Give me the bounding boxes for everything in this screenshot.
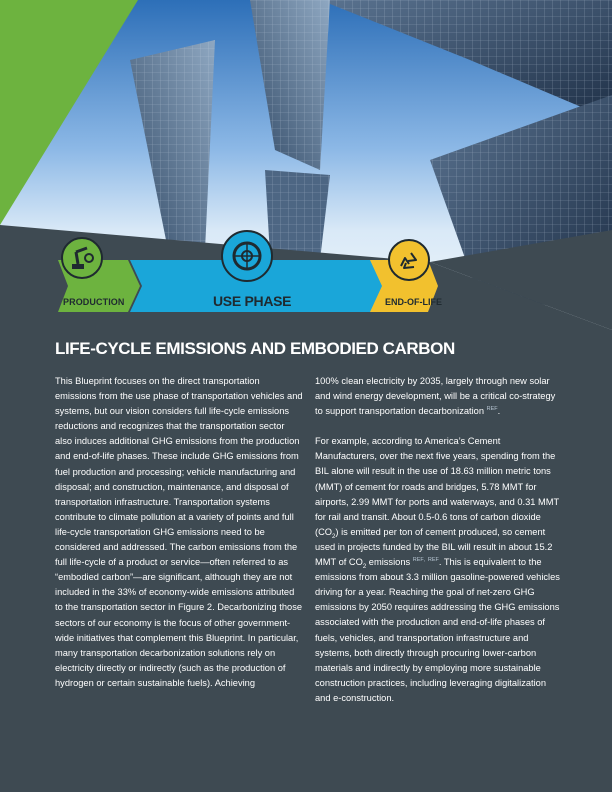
recycle-icon [389,240,429,280]
ref-link[interactable]: REF [486,406,498,413]
body-paragraph: 100% clean electricity by 2035, largely through new solar and wind energy development, will be a critical co-strategy to support transportation decarbonization $^{REF}$. [315,376,556,417]
robot-arm-icon [62,238,102,278]
tire-icon [222,231,272,281]
stage-production-label: PRODUCTION [63,297,125,307]
body-paragraph: This Blueprint focuses on the direct transportation emissions from the use phase of transportation vehicles and systems, but our vision considers full life-cycle emissions reductions and recognizes that the transportation sector also induces additional GHG emissions from the production and end-of-life phases. These include GHG emissions from fuel production and processing; vehicle manufacturing and disposal; and construction, maintenance, and disposal of transportation infrastructure. Transportation systems contribute to climate pollution at a variety of points and full life-cycle transportation GHG emissions need to be considered and addressed. The carbon emissions from the full life-cycle of a product or service—often referred to as “embodied carbon”—are significant, although they are not included in the 33% of economy-wide emissions attributed to the transportation sector in Figure 2. Decarbonizing those sectors of our economy is the focus of other government-wide initiatives that complement this Blueprint. In particular, many transportation decarbonization solutions rely on electricity directly or indirectly (such as the production of hydrogen or certain sustainable fuels). Achieving [55,376,303,688]
stage-end-of-life-label: END-OF-LIFE [385,297,442,307]
ref-link[interactable]: REF [412,556,424,563]
stage-use-phase-label: USE PHASE [213,293,292,309]
ref-link[interactable]: REF [427,556,439,563]
body-paragraph: For example, according to America’s Cement Manufacturers, over the next five years, spending from the BIL alone will result in the use of 18.63 million metric tons (MMT) of cement for roads and bridges, 5.78 MMT for airports, 2.99 MMT for ports and waterways, and 0.31 MMT for rail and transit. About 0.5-0.6 tons of carbon dioxide $(CO_2)$ is emitted per ton of cement produced, so cement used in projects funded by the BIL will result in about 15.2 MMT of $CO_2$ emissions $^{REF,}$ $^{REF}$. This is equivalent to the emissions from about 3.3 million gasoline-powered vehicles driving for a year. Reaching the goal of net-zero GHG emissions by 2050 requires addressing the GHG emissions associated with the production and end-of-life phases of fuels, vehicles, and transportation infrastructure and systems, both directly through procuring lower-carbon materials and indirectly by employing more sustainable construction practices, including leveraging digitalization and e-construction. [315,436,560,703]
right-column [315,374,563,721]
left-column [55,374,303,706]
section-title: LIFE-CYCLE EMISSIONS AND EMBODIED CARBON [55,339,455,358]
